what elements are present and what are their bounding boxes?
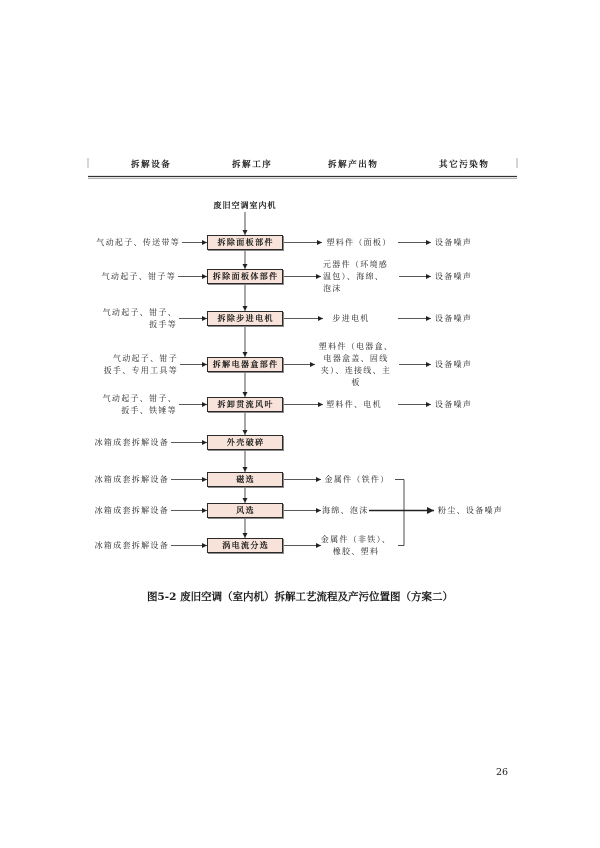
output-label-step-4: [316, 341, 396, 389]
column-header-equipment: 拆解设备: [131, 160, 172, 170]
equipment-line: 气动起子、钳子、: [102, 307, 177, 317]
output-label-step-9: [316, 534, 396, 558]
output-label-step-2: [323, 259, 401, 295]
process-box-step-4: 拆解电器盒部件: [207, 357, 283, 372]
output-label-step-1: [320, 237, 398, 249]
process-box-step-6: 外壳破碎: [207, 435, 283, 450]
equipment-line: 扳手等: [149, 319, 177, 329]
output-line: 电器盒盖、固线: [323, 353, 389, 363]
output-line: 塑料件（电器盒、: [318, 341, 394, 351]
output-label-step-5: [314, 399, 394, 411]
equipment-label-step-6: [95, 437, 169, 449]
equipment-line: 气动起子、传送带等: [96, 237, 180, 247]
pollutant-label-step-2: 设备噪声: [435, 271, 473, 281]
output-label-step-3: [312, 313, 390, 325]
process-box-step-1: 拆除面板部件: [207, 235, 283, 250]
pollutant-label-step-5: 设备噪声: [435, 399, 473, 409]
output-line: 塑料件（面板）: [326, 237, 392, 247]
figure-caption: 图5-2 废旧空调（室内机）拆解工艺流程及产污位置图（方案二）: [146, 591, 454, 603]
equipment-line: 冰箱成套拆解设备: [94, 505, 169, 515]
equipment-label-step-7: [95, 474, 169, 486]
output-line: 元器件（环境感: [323, 259, 389, 269]
process-box-step-5: 拆卸贯流风叶: [207, 397, 283, 412]
equipment-line: 冰箱成套拆解设备: [94, 474, 169, 484]
equipment-label-step-1: [96, 237, 180, 249]
process-box-step-8: 风选: [207, 503, 283, 518]
process-box-step-7: 磁选: [207, 472, 283, 487]
equipment-label-step-5: [103, 393, 177, 417]
output-line: 泡沫: [323, 283, 342, 293]
equipment-label-step-9: [95, 540, 169, 552]
output-line: 金属件（非铁）、: [320, 534, 392, 544]
output-line: 塑料件、电机: [326, 399, 382, 409]
output-line: 橡胶、塑料: [332, 546, 380, 556]
column-header-pollutant: 其它污染物: [439, 160, 490, 170]
output-line: 金属件（铁件）: [324, 474, 390, 484]
output-line: 板: [351, 377, 361, 387]
pollutant-label-step-3: 设备噪声: [435, 313, 473, 323]
page-number: 26: [496, 767, 509, 778]
output-label-step-8: [322, 505, 382, 517]
equipment-label-step-4: [104, 353, 178, 377]
equipment-line: 冰箱成套拆解设备: [94, 437, 169, 447]
equipment-label-step-2: [102, 271, 176, 283]
process-box-step-9: 涡电流分选: [207, 538, 283, 553]
equipment-label-step-8: [95, 505, 169, 517]
process-box-step-2: 拆除面板体部件: [207, 269, 283, 284]
output-line: 步进电机: [332, 313, 370, 323]
equipment-line: 冰箱成套拆解设备: [94, 540, 169, 550]
equipment-label-step-3: [103, 307, 177, 331]
equipment-line: 气动起子、钳子、: [102, 393, 177, 403]
process-box-step-3: 拆除步进电机: [207, 311, 283, 326]
equipment-line: 气动起子、钳子等: [101, 271, 176, 281]
pollutant-label-step-4: 设备噪声: [435, 359, 473, 369]
output-line: 温包）、海绵、: [323, 271, 385, 281]
flow-source-label: 废旧空调室内机: [213, 200, 277, 210]
equipment-line: 扳手、铁锤等: [121, 405, 177, 415]
pollutant-label-step-1: 设备噪声: [435, 237, 473, 247]
output-label-step-7: [318, 474, 396, 486]
column-header-process: 拆解工序: [232, 160, 273, 170]
equipment-line: 气动起子、钳子: [112, 353, 178, 363]
output-line: 海绵、泡沫: [322, 505, 369, 515]
column-header-output: 拆解产出物: [328, 160, 379, 170]
output-line: 夹）、连接线、主: [320, 365, 392, 375]
equipment-line: 扳手、专用工具等: [103, 365, 178, 375]
shared-pollutant-label: 粉尘、设备噪声: [438, 505, 504, 515]
